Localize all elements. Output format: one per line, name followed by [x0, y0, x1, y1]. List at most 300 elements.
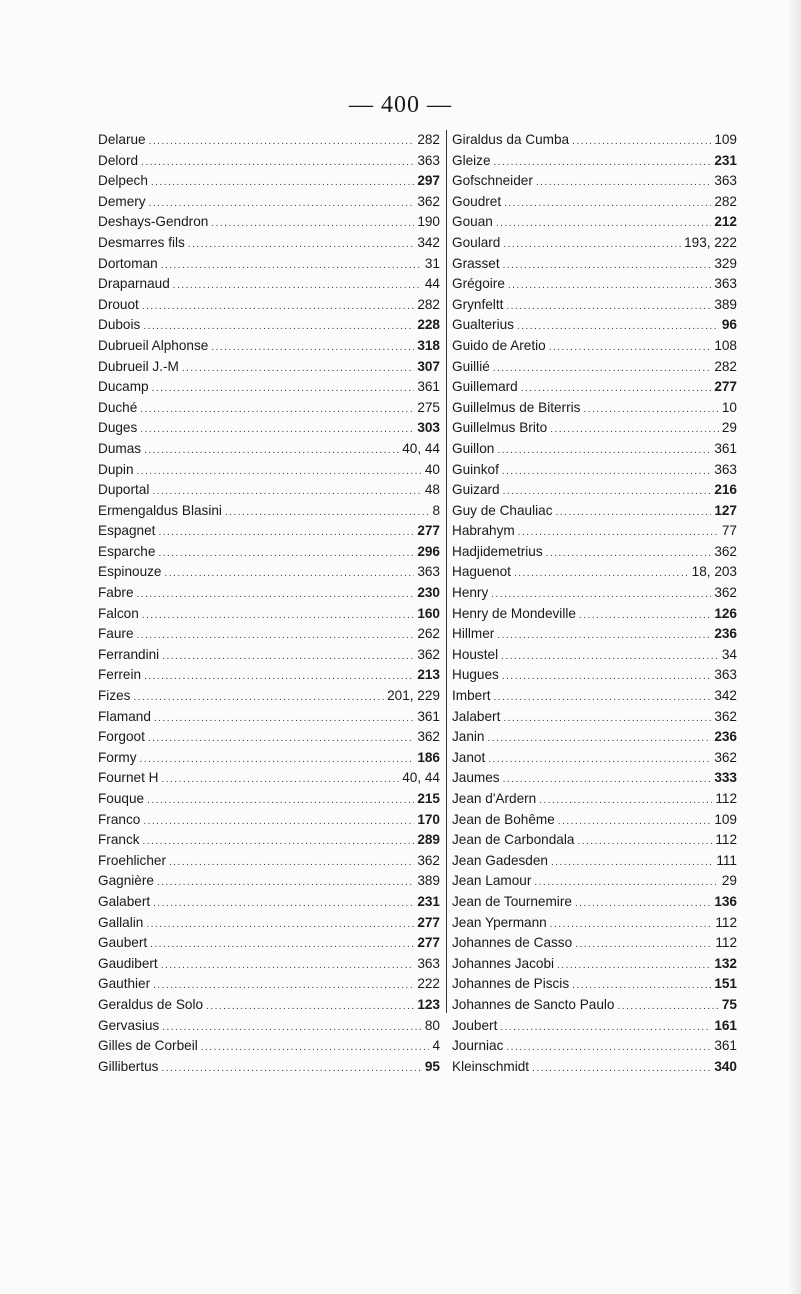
index-entry	[98, 748, 440, 769]
dot-leader	[137, 585, 415, 604]
entry-page-number: 111	[716, 852, 737, 868]
entry-name: Gouan	[452, 214, 493, 230]
dot-leader	[147, 791, 414, 810]
entry-page-number: 48	[424, 482, 440, 498]
entry-name: Dubois	[98, 317, 141, 333]
entry-page-number: 136	[714, 893, 737, 909]
entry-name: Goulard	[452, 234, 501, 250]
entry-name: Houstel	[452, 646, 499, 662]
entry-name: Guillemard	[452, 379, 518, 395]
dot-leader	[575, 935, 712, 954]
dot-leader	[158, 523, 414, 542]
entry-name: Geraldus de Solo	[98, 996, 204, 1012]
entry-page-number: 112	[715, 832, 737, 848]
entry-name: Ducamp	[98, 379, 149, 395]
index-entry	[98, 1057, 440, 1078]
entry-name: Jean d'Ardern	[452, 791, 537, 806]
entry-name: Gagnière	[98, 873, 154, 889]
index-entry	[452, 871, 737, 892]
dot-leader	[162, 647, 414, 666]
index-entry	[98, 583, 440, 604]
dot-leader	[503, 235, 681, 254]
index-entry	[452, 398, 737, 419]
index-entry	[452, 810, 737, 831]
index-entry	[98, 892, 440, 913]
index-entry	[452, 1016, 737, 1037]
entry-name: Grasset	[452, 255, 500, 271]
entry-name: Guy de Chauliac	[452, 502, 553, 518]
index-entry	[98, 995, 440, 1016]
dot-leader	[502, 667, 711, 686]
dot-leader	[518, 523, 719, 542]
entry-name: Dubrueil Alphonse	[98, 337, 209, 353]
dot-leader	[497, 626, 711, 645]
entry-page-number: 40, 44	[402, 440, 440, 456]
entry-name: Delord	[98, 152, 139, 168]
index-entry	[98, 604, 440, 625]
dot-leader	[503, 709, 711, 728]
index-entry	[452, 686, 737, 707]
entry-name: Johannes de Piscis	[452, 976, 570, 992]
dot-leader	[153, 894, 414, 913]
index-entry	[98, 624, 440, 645]
entry-page-number: 40, 44	[402, 770, 440, 786]
dot-leader	[532, 1059, 711, 1078]
entry-page-number: 297	[417, 173, 440, 189]
index-entry	[98, 686, 440, 707]
dot-leader	[517, 317, 719, 336]
index-entry	[98, 789, 440, 810]
dot-leader	[503, 770, 712, 789]
entry-page-number: 277	[417, 914, 440, 930]
entry-name: Duché	[98, 399, 138, 415]
entry-name: Fournet H	[98, 770, 159, 786]
entry-page-number: 362	[417, 852, 440, 868]
index-entry	[452, 171, 737, 192]
entry-page-number: 112	[715, 791, 737, 806]
entry-name: Gervasius	[98, 1017, 160, 1033]
index-entry	[452, 480, 737, 501]
index-entry	[98, 707, 440, 728]
index-entry	[98, 871, 440, 892]
index-entry	[98, 645, 440, 666]
entry-page-number: 277	[417, 523, 440, 539]
index-entry	[452, 995, 737, 1016]
entry-page-number: 230	[417, 585, 440, 601]
dot-leader	[150, 935, 414, 954]
index-entry	[98, 727, 440, 748]
entry-page-number: 40	[424, 461, 440, 477]
entry-page-number: 231	[714, 152, 737, 168]
entry-name: Jalabert	[452, 708, 501, 724]
entry-name: Espinouze	[98, 564, 162, 580]
entry-name: Dupin	[98, 461, 134, 477]
index-entry	[452, 583, 737, 604]
dot-leader	[488, 750, 711, 769]
dot-leader	[493, 359, 712, 378]
index-entry	[452, 192, 737, 213]
dot-leader	[502, 462, 711, 481]
entry-page-number: 318	[417, 337, 440, 353]
dot-leader	[161, 956, 415, 975]
index-entry	[452, 521, 737, 542]
entry-page-number: 342	[417, 234, 440, 250]
entry-name: Jean de Bohême	[452, 811, 555, 827]
entry-name: Habrahym	[452, 523, 515, 539]
dot-leader	[140, 750, 415, 769]
entry-name: Jean Lamour	[452, 873, 532, 889]
entry-name: Hadjidemetrius	[452, 543, 543, 559]
entry-page-number: 361	[417, 708, 440, 724]
dot-leader	[558, 812, 712, 831]
index-entry	[98, 665, 440, 686]
dot-leader	[137, 462, 422, 481]
entry-name: Deshays-Gendron	[98, 214, 209, 230]
entry-page-number: 333	[714, 770, 737, 786]
entry-page-number: 363	[714, 173, 737, 189]
entry-page-number: 109	[714, 811, 737, 827]
dot-leader	[142, 606, 415, 625]
index-entry	[452, 542, 737, 563]
entry-page-number: 363	[714, 276, 737, 292]
index-entry	[452, 645, 737, 666]
entry-page-number: 222	[417, 976, 440, 992]
entry-name: Duportal	[98, 482, 150, 498]
index-entry	[98, 810, 440, 831]
index-entry	[98, 851, 440, 872]
entry-page-number: 363	[714, 461, 737, 477]
entry-name: Hugues	[452, 667, 499, 683]
entry-page-number: 361	[417, 379, 440, 395]
dot-leader	[546, 544, 712, 563]
entry-name: Grégoire	[452, 276, 505, 292]
dot-leader	[575, 894, 711, 913]
entry-name: Guillon	[452, 440, 495, 456]
dot-leader	[496, 214, 711, 233]
entry-name: Forgoot	[98, 729, 145, 745]
dot-leader	[497, 441, 711, 460]
entry-name: Kleinschmidt	[452, 1058, 530, 1074]
entry-page-number: 361	[714, 1038, 737, 1054]
dot-leader	[211, 338, 414, 357]
entry-name: Gilles de Corbeil	[98, 1038, 198, 1054]
entry-name: Gofschneider	[452, 173, 533, 189]
dot-leader	[154, 709, 414, 728]
entry-name: Delarue	[98, 132, 146, 147]
dot-leader	[182, 359, 414, 378]
dot-leader	[500, 1018, 711, 1037]
index-entry	[452, 501, 737, 522]
entry-name: Guillié	[452, 358, 490, 374]
entry-name: Guillelmus de Biterris	[452, 399, 581, 415]
index-column-right	[452, 130, 737, 1077]
page-number-header: — 400 —	[349, 92, 452, 118]
dot-leader	[211, 214, 414, 233]
entry-page-number: 216	[714, 482, 737, 498]
entry-name: Janin	[452, 729, 485, 745]
entry-name: Gallalin	[98, 914, 144, 930]
entry-name: Johannes de Casso	[452, 935, 573, 951]
index-entry	[452, 830, 737, 851]
index-entry	[452, 377, 737, 398]
entry-name: Jean de Tournemire	[452, 893, 572, 909]
entry-page-number: 31	[424, 255, 440, 271]
dot-leader	[508, 276, 711, 295]
entry-name: Galabert	[98, 893, 151, 909]
entry-page-number: 277	[417, 935, 440, 951]
dot-leader	[618, 997, 719, 1016]
index-entry	[98, 130, 440, 151]
entry-page-number: 18, 203	[691, 564, 737, 580]
dot-leader	[536, 173, 711, 192]
entry-page-number: 362	[714, 749, 737, 765]
dot-leader	[225, 503, 430, 522]
entry-page-number: 363	[417, 955, 440, 971]
dot-leader	[549, 338, 712, 357]
dot-leader	[144, 441, 399, 460]
entry-page-number: 262	[417, 626, 440, 642]
index-entry	[98, 357, 440, 378]
entry-page-number: 123	[417, 996, 440, 1012]
entry-name: Fizes	[98, 688, 131, 704]
entry-page-number: 289	[417, 832, 440, 848]
entry-name: Jean de Carbondala	[452, 832, 575, 848]
entry-name: Drouot	[98, 296, 139, 312]
entry-name: Dubrueil J.-M	[98, 358, 179, 374]
entry-page-number: 389	[714, 296, 737, 312]
index-entry	[98, 974, 440, 995]
dot-leader	[157, 873, 414, 892]
dot-leader	[148, 729, 414, 748]
entry-name: Dumas	[98, 440, 142, 456]
dot-leader	[550, 420, 719, 439]
index-entry	[452, 418, 737, 439]
index-entry	[452, 913, 737, 934]
index-entry	[452, 233, 737, 254]
index-entry	[452, 562, 737, 583]
index-entry	[452, 789, 737, 810]
entry-name: Henry	[452, 585, 489, 601]
entry-name: Goudret	[452, 193, 502, 209]
dot-leader	[143, 812, 414, 831]
entry-page-number: 282	[417, 296, 440, 312]
entry-page-number: 215	[417, 791, 440, 806]
entry-name: Espagnet	[98, 523, 156, 539]
entry-page-number: 112	[715, 914, 737, 930]
dot-leader	[551, 853, 713, 872]
entry-name: Gualterius	[452, 317, 514, 333]
column-divider	[446, 130, 447, 1013]
index-entry	[452, 933, 737, 954]
entry-name: Faure	[98, 626, 134, 642]
dot-leader	[188, 235, 414, 254]
entry-name: Jean Gadesden	[452, 852, 548, 868]
dot-leader	[144, 667, 414, 686]
entry-page-number: 95	[424, 1058, 440, 1074]
dot-leader	[506, 297, 711, 316]
entry-page-number: 236	[714, 729, 737, 745]
entry-name: Jean Ypermann	[452, 914, 547, 930]
entry-name: Grynfeltt	[452, 296, 504, 312]
entry-page-number: 96	[721, 317, 737, 333]
index-entry	[98, 315, 440, 336]
entry-page-number: 151	[714, 976, 737, 992]
dot-leader	[161, 256, 422, 275]
index-entry	[452, 748, 737, 769]
dot-leader	[572, 132, 711, 151]
entry-page-number: 126	[714, 605, 737, 621]
entry-name: Gauthier	[98, 976, 151, 992]
entry-page-number: 389	[417, 873, 440, 889]
dot-leader	[143, 832, 415, 851]
entry-name: Falcon	[98, 605, 139, 621]
dot-leader	[151, 173, 414, 192]
entry-page-number: 212	[714, 214, 737, 230]
entry-page-number: 362	[417, 729, 440, 745]
entry-name: Fouque	[98, 791, 145, 806]
entry-name: Ermengaldus Blasini	[98, 502, 222, 518]
dot-leader	[152, 379, 415, 398]
index-entry	[98, 274, 440, 295]
index-entry	[98, 151, 440, 172]
dot-leader	[146, 915, 414, 934]
entry-name: Joubert	[452, 1017, 498, 1033]
dot-leader	[501, 647, 719, 666]
entry-page-number: 29	[721, 873, 737, 889]
index-entry	[452, 315, 737, 336]
entry-page-number: 342	[714, 688, 737, 704]
dot-leader	[173, 276, 422, 295]
dot-leader	[491, 585, 711, 604]
entry-page-number: 228	[417, 317, 440, 333]
entry-page-number: 112	[715, 935, 737, 951]
entry-name: Delpech	[98, 173, 148, 189]
entry-name: Fabre	[98, 585, 134, 601]
entry-page-number: 161	[714, 1017, 737, 1033]
entry-page-number: 213	[417, 667, 440, 683]
index-entry	[452, 274, 737, 295]
index-entry	[98, 542, 440, 563]
entry-name: Jaumes	[452, 770, 500, 786]
index-entry	[98, 933, 440, 954]
dot-leader	[494, 153, 712, 172]
index-entry	[452, 727, 737, 748]
entry-name: Janot	[452, 749, 486, 765]
dot-leader	[503, 482, 712, 501]
index-entry	[98, 954, 440, 975]
entry-page-number: 282	[714, 358, 737, 374]
index-entry	[452, 1057, 737, 1078]
dot-leader	[149, 132, 415, 151]
dot-leader	[579, 606, 711, 625]
index-entry	[98, 398, 440, 419]
entry-page-number: 108	[714, 337, 737, 353]
dot-leader	[583, 400, 718, 419]
entry-page-number: 296	[417, 543, 440, 559]
entry-page-number: 34	[721, 646, 737, 662]
entry-page-number: 186	[417, 749, 440, 765]
index-entry	[452, 439, 737, 460]
entry-name: Desmarres fils	[98, 234, 185, 250]
entry-name: Haguenot	[452, 564, 511, 580]
entry-page-number: 363	[417, 152, 440, 168]
entry-page-number: 363	[714, 667, 737, 683]
dot-leader	[161, 1059, 421, 1078]
dot-leader	[557, 956, 711, 975]
dot-leader	[521, 379, 712, 398]
entry-page-number: 80	[424, 1017, 440, 1033]
index-entry	[452, 336, 737, 357]
index-entry	[452, 892, 737, 913]
entry-page-number: 282	[417, 132, 440, 147]
index-entry	[452, 295, 737, 316]
entry-page-number: 77	[721, 523, 737, 539]
entry-page-number: 127	[714, 502, 737, 518]
entry-name: Gaudibert	[98, 955, 158, 971]
dot-leader	[141, 153, 414, 172]
index-entry	[98, 562, 440, 583]
entry-page-number: 340	[714, 1058, 737, 1074]
entry-page-number: 201, 229	[387, 688, 440, 704]
entry-page-number: 236	[714, 626, 737, 642]
entry-page-number: 44	[424, 276, 440, 292]
dot-leader	[488, 729, 712, 748]
dot-leader	[539, 791, 712, 810]
index-entry	[452, 954, 737, 975]
entry-name: Guizard	[452, 482, 500, 498]
entry-name: Guinkof	[452, 461, 499, 477]
index-entry	[98, 521, 440, 542]
entry-page-number: 362	[417, 646, 440, 662]
entry-name: Flamand	[98, 708, 151, 724]
entry-page-number: 8	[432, 502, 440, 518]
dot-leader	[514, 564, 689, 583]
index-entry	[452, 707, 737, 728]
index-entry	[452, 851, 737, 872]
index-entry	[452, 212, 737, 233]
dot-leader	[149, 194, 415, 213]
entry-name: Guido de Aretio	[452, 337, 546, 353]
entry-name: Johannes Jacobi	[452, 955, 555, 971]
dot-leader	[201, 1038, 430, 1057]
dot-leader	[550, 915, 713, 934]
entry-page-number: 29	[721, 420, 737, 436]
index-entry	[452, 357, 737, 378]
dot-leader	[503, 256, 712, 275]
dot-leader	[137, 626, 415, 645]
entry-name: Demery	[98, 193, 146, 209]
index-entry	[98, 233, 440, 254]
entry-name: Imbert	[452, 688, 491, 704]
index-entry	[98, 768, 440, 789]
dot-leader	[140, 420, 414, 439]
entry-name: Journiac	[452, 1038, 504, 1054]
dot-leader	[142, 297, 415, 316]
dot-leader	[158, 544, 414, 563]
entry-name: Duges	[98, 420, 138, 436]
index-entry	[452, 604, 737, 625]
entry-page-number: 275	[417, 399, 440, 415]
entry-name: Guillelmus Brito	[452, 420, 548, 436]
entry-name: Formy	[98, 749, 137, 765]
index-entry	[98, 1016, 440, 1037]
entry-name: Johannes de Sancto Paulo	[452, 996, 615, 1012]
index-entry	[98, 336, 440, 357]
entry-page-number: 362	[714, 543, 737, 559]
index-entry	[452, 768, 737, 789]
entry-page-number: 109	[714, 132, 737, 147]
index-entry	[452, 460, 737, 481]
